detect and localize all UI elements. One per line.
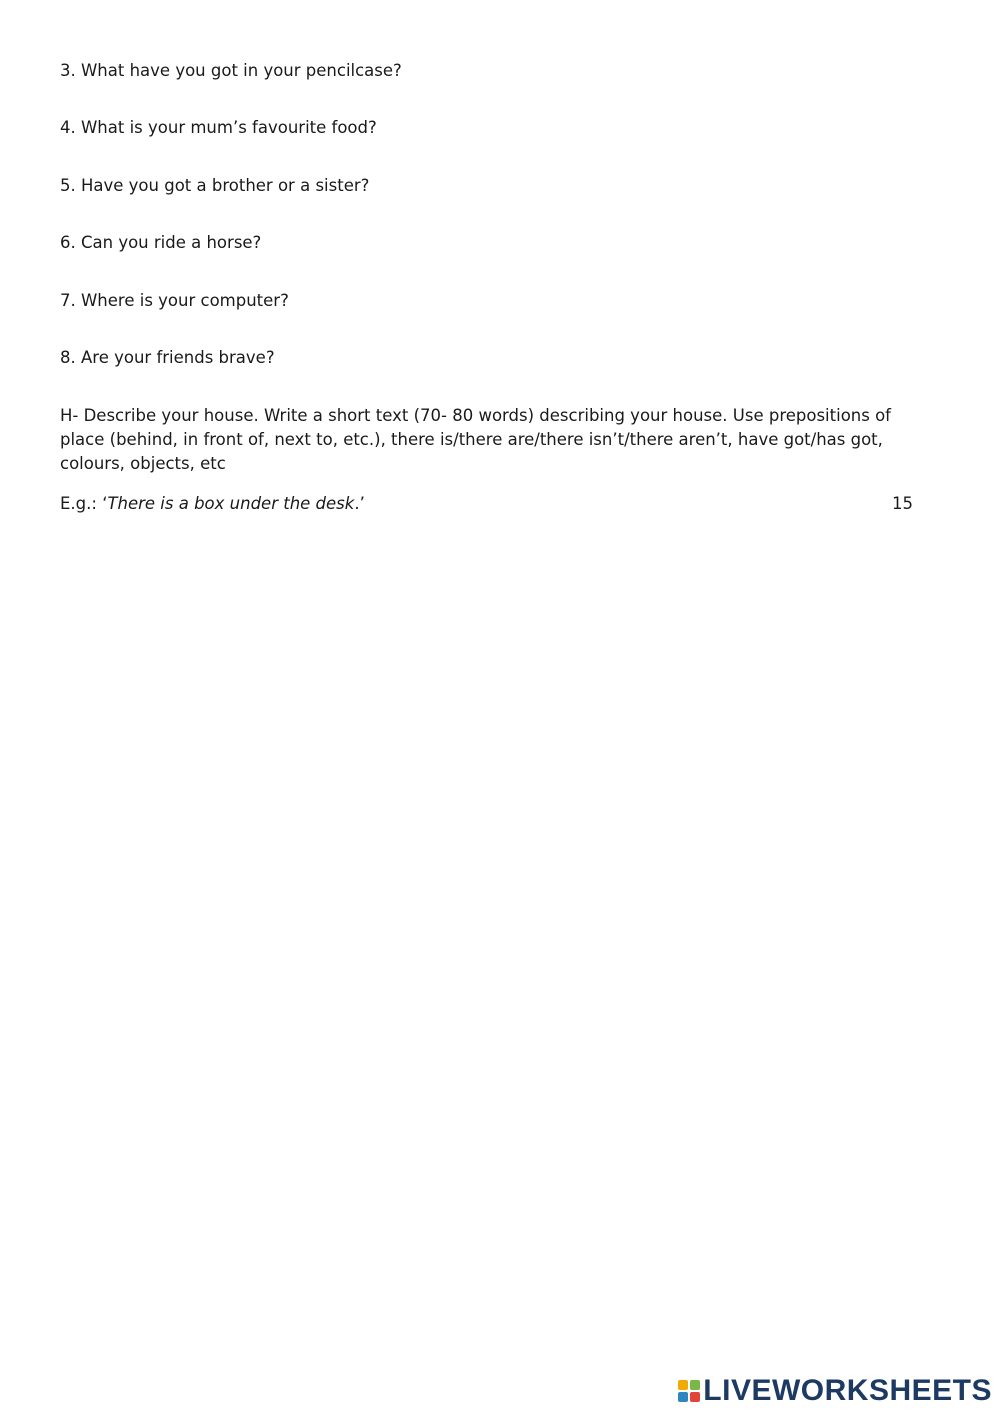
logo-square-4	[690, 1392, 700, 1402]
points-value: 15	[892, 494, 913, 513]
logo-square-1	[678, 1380, 688, 1390]
logo-square-3	[678, 1392, 688, 1402]
question-4: 4. What is your mum’s favourite food?	[60, 118, 377, 137]
liveworksheets-logo-icon	[678, 1380, 700, 1402]
question-7: 7. Where is your computer?	[60, 291, 289, 310]
section-h-instruction: H- Describe your house. Write a short text (70- 80 words) describing your house. Use prepositions of place (behind, in front of, next to, etc.), there is/there are/there isn’t/there aren’t, have got/has got, colours, objects, etc	[60, 406, 891, 473]
question-6: 6. Can you ride a horse?	[60, 233, 262, 252]
example-text: There is a box under the desk	[107, 494, 355, 513]
brand-name: LIVEWORKSHEETS	[703, 1374, 992, 1407]
question-8: 8. Are your friends brave?	[60, 348, 275, 367]
question-5: 5. Have you got a brother or a sister?	[60, 176, 370, 195]
example-prefix: E.g.: ‘	[60, 494, 108, 513]
liveworksheets-watermark	[678, 1375, 992, 1407]
logo-square-2	[690, 1380, 700, 1390]
example-sentence	[60, 492, 365, 516]
question-3: 3. What have you got in your pencilcase?	[60, 61, 402, 80]
example-suffix: .’	[354, 494, 365, 513]
